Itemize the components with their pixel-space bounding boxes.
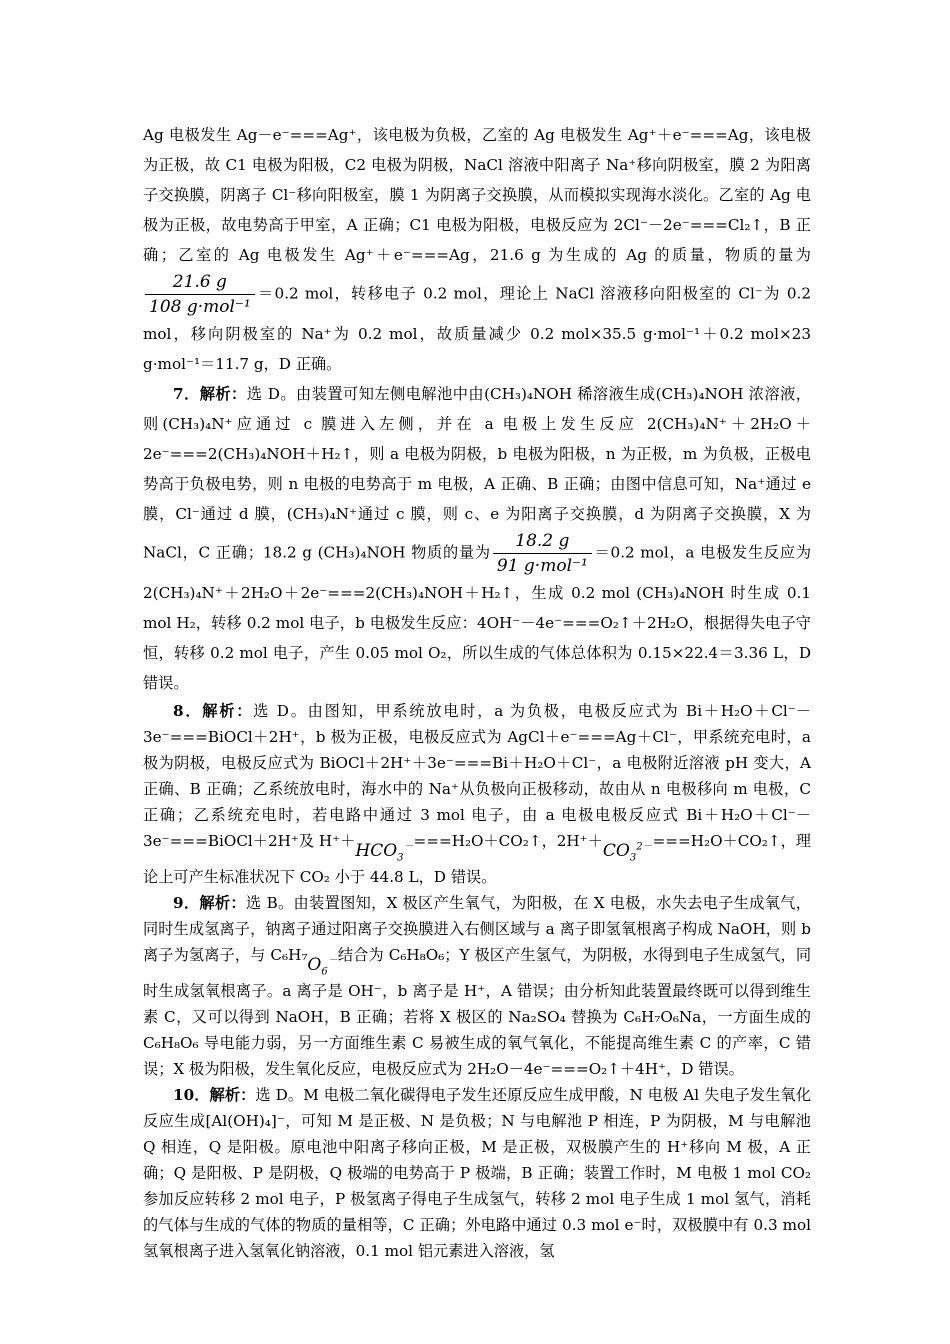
text: 选 B。由装置图知，X 极区产生氧气，为阳极，在 X 电极，水失去电子生成氧气，同时生成氢离子，钠离子通过阳离子交换膜进入右侧区域与 a 离子即氢氧根离子构成 NaOH，则 b 离子为氢离子，与 C₆H₇ — [143, 894, 811, 964]
paragraph-7 — [143, 379, 811, 698]
text: Ag 电极发生 Ag－e⁻===Ag⁺，该电极为负极，乙室的 Ag 电极发生 Ag⁺＋e⁻===Ag，该电极为正极，故 C1 电极为阳极，C2 电极为阴极，NaCl 溶液中阳离子 Na⁺移向阴极室，膜 2 为阳离子交换膜，阴离子 Cl⁻移向阳极室，膜 1 为阴离子交换膜，从而模拟实现海水淡化。乙室的 Ag 电极为正极，故电势高于甲室，A 正确；C1 电极为阳极，电极反应为 2Cl⁻－2e⁻===Cl₂↑，B 正确；乙室的 Ag 电极发生 Ag⁺＋e⁻===Ag，21.6 g 为生成的 Ag 的质量，物质的量为 — [143, 126, 811, 264]
ion-formula: O — [307, 955, 322, 975]
text: ===H₂O＋CO₂↑，2H⁺＋ — [413, 832, 603, 850]
document-page — [143, 120, 811, 1264]
text: ＝0.2 mol，a 电极发生反应为 2(CH₃)₄N⁺＋2H₂O＋2e⁻===2(CH₃)₄NOH＋H₂↑，生成 0.2 mol (CH₃)₄NOH 时生成 0.1 mol H₂，转移 0.2 mol 电子，b 电极发生反应：4OH⁻－4e⁻===O₂↑＋2H₂O，根据得失电子守恒，转移 0.2 mol 电子，产生 0.05 mol O₂，所以生成的气体总体积为 0.15×22.4＝3.36 L，D 错误。 — [143, 543, 812, 692]
text: 选 D。M 电极二氧化碳得电子发生还原反应生成甲酸，N 电极 Al 失电子发生氧化反应生成[Al(OH)₄]⁻，可知 M 是正极、N 是负极；N 与电解池 P 相连，P 为阴极，M 与电解池 Q 相连，Q 是阳极。原电池中阳离子移向正极，M 是正极，双极膜产生的 H⁺移向 M 极，A 正确；Q 是阳极、P 是阴极，Q 极端的电势高于 P 极端，B 正确；装置工作时，M 电极 1 mol CO₂ 参加反应转移 2 mol 电子，P 极氢离子得电子生成氢气，转移 2 mol 电子生成 1 mol 氢气，消耗的气体与生成的气体的物质的量相等，C 正确；外电路中通过 0.3 mol e⁻时，双极膜中有 0.3 mol 氢氧根离子进入氢氧化钠溶液，0.1 mol 铝元素进入溶液，氢 — [143, 1086, 812, 1260]
fraction-denominator: 108 g·mol⁻¹ — [145, 294, 255, 319]
text: 选 D。由装置可知左侧电解池中由(CH₃)₄NOH 稀溶液生成(CH₃)₄NOH 浓溶液，则(CH₃)₄N⁺应通过 c 膜进入左侧，并在 a 电极上发生反应 2(CH₃)₄N⁺＋2H₂O＋2e⁻===2(CH₃)₄NOH＋H₂↑，则 a 电极为阴极，b 电极为阳极，n 为正极，m 为负极，正极电势高于负极电势，则 n 电极的电势高于 m 电极，A 正确、B 正确；由图中信息可知，Na⁺通过 e 膜，Cl⁻通过 d 膜，(CH₃)₄N⁺通过 c 膜，则 c、e 为阳离子交换膜，d 为阴离子交换膜，X 为 NaCl，C 正确；18.2 g (CH₃)₄NOH 物质的量为 — [143, 385, 811, 562]
item-label: 8．解析： — [173, 702, 254, 720]
paragraph-8 — [143, 698, 811, 890]
text: ＝0.2 mol，转移电子 0.2 mol，理论上 NaCl 溶液移向阳极室的 Cl⁻为 0.2 mol，移向阴极室的 Na⁺为 0.2 mol，故质量减少 0.2 mol×35.5 g·mol⁻¹＋0.2 mol×23 g·mol⁻¹＝11.7 g，D 正确。 — [143, 284, 811, 373]
item-label: 10．解析： — [173, 1086, 256, 1104]
bicarbonate-ion: $HCO_3^-$ — [355, 841, 414, 864]
fraction-denominator: 91 g·mol⁻¹ — [493, 553, 592, 578]
text: ===H₂O＋CO₂↑，理论上可产生标准状况下 CO₂ 小于 44.8 L，D 错误。 — [143, 832, 811, 886]
carbonate-ion: $CO_3^{2-}$ — [602, 841, 653, 864]
text: 结合为 C₆H₈O₆；Y 极区产生氢气，为阴极，水得到电子生成氢气，同时生成氢氧根离子。a 离子是 OH⁻，b 离子是 H⁺，A 错误；由分析知此装置最终既可以得到维生素 C，又可以得到 NaOH，B 正确；若将 X 极区的 Na₂SO₄ 替换为 C₆H₇O₆Na，一方面生成的 C₆H₈O₆ 导电能力弱，另一方面维生素 C 易被生成的氧气氧化，不能提高维生素 C 的产率，C 错误；X 极为阳极，发生氧化反应，电极反应式为 2H₂O－4e⁻===O₂↑＋4H⁺，D 错误。 — [143, 946, 812, 1078]
fraction-tmaoh — [493, 529, 592, 578]
fraction-numerator: 21.6 g — [172, 272, 227, 292]
text: 选 D。由图知，甲系统放电时，a 为负极，电极反应式为 Bi＋H₂O＋Cl⁻－3e⁻===BiOCl＋2H⁺，b 极为正极，电极反应式为 AgCl＋e⁻===Ag＋Cl⁻，甲系统充电时，a 极为阴极，电极反应式为 BiOCl＋2H⁺＋3e⁻===Bi＋H₂O＋Cl⁻，a 电极附近溶液 pH 变大，A 正确、B 正确；乙系统放电时，海水中的 Na⁺从负极向正极移动，故由从 n 电极移向 m 电极，C 正确；乙系统充电时，若电路中通过 3 mol 电子，由 a 电极电极反应式 Bi＋H₂O＋Cl⁻－3e⁻===BiOCl＋2H⁺及 H⁺＋ — [143, 702, 811, 850]
paragraph-9 — [143, 890, 811, 1082]
ion-formula: CO — [602, 841, 630, 861]
fraction-ag — [145, 270, 255, 319]
item-label: 7．解析： — [173, 385, 247, 403]
ion-formula: HCO — [355, 841, 398, 861]
paragraph-10 — [143, 1082, 811, 1264]
fraction-numerator: 18.2 g — [515, 531, 570, 551]
item-label: 9．解析： — [173, 894, 246, 912]
paragraph-6-continued — [143, 120, 811, 379]
ascorbate-ion: $O_6^-$ — [307, 955, 338, 978]
